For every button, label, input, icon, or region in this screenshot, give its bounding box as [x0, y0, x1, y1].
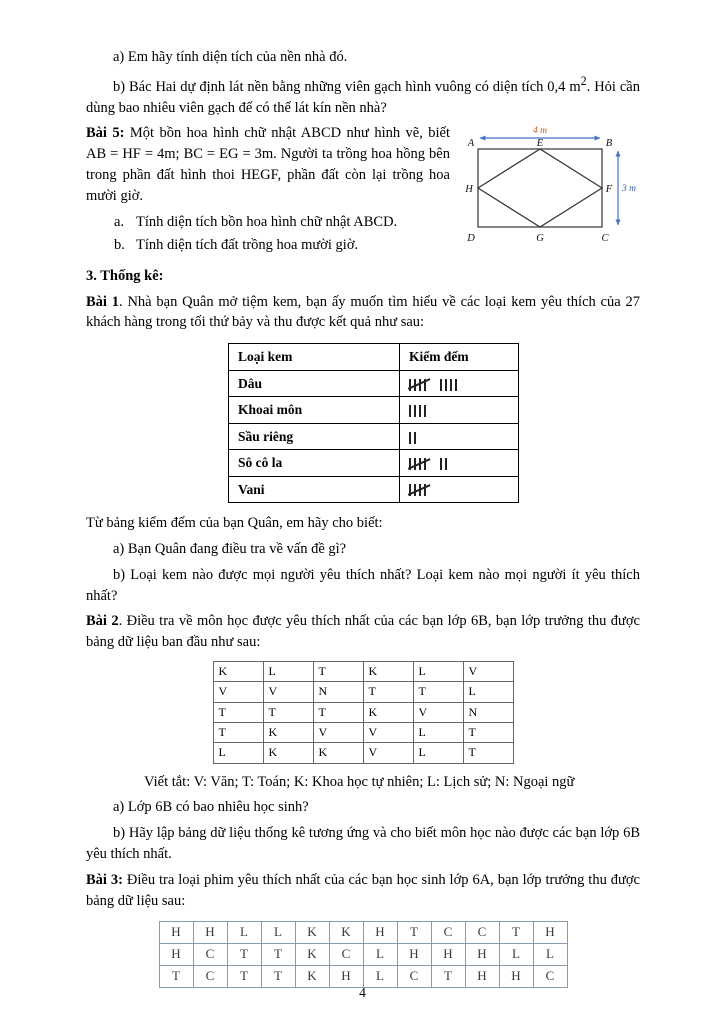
exercise-5 — [86, 123, 640, 255]
data-cell: T — [499, 921, 533, 943]
exercise-2-question-a: a) Lớp 6B có bao nhiêu học sinh? — [113, 799, 309, 816]
data-cell: T — [227, 943, 261, 965]
table-row — [159, 921, 567, 943]
dimension-right-label: 3 m — [622, 184, 636, 195]
data-cell: L — [227, 921, 261, 943]
data-cell: N — [463, 702, 513, 722]
data-cell: K — [213, 662, 263, 682]
exercise-3-statement — [86, 870, 640, 912]
item-b-marker: b. — [114, 236, 125, 253]
data-cell: C — [533, 965, 567, 987]
movie-table-body — [159, 921, 567, 987]
data-cell: C — [329, 943, 363, 965]
data-cell: H — [363, 921, 397, 943]
data-cell: H — [397, 943, 431, 965]
data-cell: L — [413, 723, 463, 743]
data-cell: T — [263, 702, 313, 722]
table-row — [229, 370, 519, 396]
vertex-label-b: B — [605, 138, 613, 150]
flower-bed-figure-svg — [460, 125, 640, 249]
data-cell: T — [313, 702, 363, 722]
data-cell: H — [533, 921, 567, 943]
exercise-1-question-b: b) Loại kem nào được mọi người yêu thích nhất? Loại kem nào mọi người ít yêu thích nhất? — [86, 566, 640, 604]
flavor-cell: Vani — [229, 476, 400, 502]
exercise-2-question-b: b) Hãy lập bảng dữ liệu thống kê tương ứng và cho biết môn học nào được các bạn lớp 6B yêu thích nhất. — [86, 825, 640, 863]
data-cell: H — [465, 965, 499, 987]
vertex-label-c: C — [601, 233, 609, 245]
rectangle-abcd — [478, 149, 602, 227]
data-cell: K — [263, 723, 313, 743]
data-cell: C — [193, 965, 227, 987]
data-cell: K — [313, 743, 363, 763]
table-row — [229, 423, 519, 449]
tally-cell — [400, 476, 519, 502]
data-cell: T — [363, 682, 413, 702]
data-cell: K — [363, 662, 413, 682]
flavor-cell: Dâu — [229, 370, 400, 396]
tally-table-head — [229, 344, 519, 370]
data-cell: V — [213, 682, 263, 702]
section-3-heading: 3. Thống kê: — [86, 267, 164, 284]
data-cell: H — [193, 921, 227, 943]
data-cell: T — [413, 682, 463, 702]
data-cell: L — [263, 662, 313, 682]
data-cell: T — [313, 662, 363, 682]
data-cell: T — [397, 921, 431, 943]
data-cell: L — [533, 943, 567, 965]
exercise-3-label: Bài 3: — [86, 872, 123, 889]
data-cell: T — [213, 723, 263, 743]
data-cell: K — [295, 921, 329, 943]
data-cell: K — [263, 743, 313, 763]
exercise-5-text: Một bồn hoa hình chữ nhật ABCD như hình vẽ, biết AB = HF = 4m; BC = EG = 3m. Người ta trồng hoa hồng bên trong phần đất hình thoi HEGF, phần đất còn lại trồng hoa mười giờ. — [86, 125, 451, 205]
superscript-2: 2 — [580, 73, 587, 88]
table-row — [229, 476, 519, 502]
tally-cell — [400, 370, 519, 396]
tally-cell — [400, 450, 519, 476]
tally-header-flavor: Loại kem — [229, 344, 400, 370]
data-cell: H — [431, 943, 465, 965]
table-row — [213, 702, 513, 722]
table-row — [213, 723, 513, 743]
vertex-label-a: A — [467, 138, 475, 150]
tally-group-of-five — [409, 453, 430, 472]
data-cell: T — [463, 723, 513, 743]
data-cell: K — [295, 965, 329, 987]
page-number: 4 — [359, 984, 366, 1000]
flower-bed-figure — [460, 125, 640, 256]
data-cell: H — [465, 943, 499, 965]
data-cell: V — [463, 662, 513, 682]
exercise-2-label: Bài 2 — [86, 613, 119, 630]
ice-cream-tally-table — [228, 343, 519, 503]
data-cell: T — [261, 943, 295, 965]
table-row — [213, 743, 513, 763]
data-cell: T — [431, 965, 465, 987]
data-cell: H — [329, 965, 363, 987]
data-cell: L — [463, 682, 513, 702]
data-cell: T — [213, 702, 263, 722]
data-cell: V — [363, 723, 413, 743]
data-cell: V — [363, 743, 413, 763]
exercise-1-label: Bài 1 — [86, 293, 120, 310]
data-cell: N — [313, 682, 363, 702]
data-cell: K — [295, 943, 329, 965]
after-tally-text: Từ bảng kiểm đếm của bạn Quân, em hãy cho biết: — [86, 514, 383, 531]
subject-data-table — [213, 661, 514, 763]
data-cell: L — [363, 965, 397, 987]
data-cell: V — [263, 682, 313, 702]
tally-group-of-five — [409, 480, 430, 499]
vertex-label-e: E — [536, 138, 544, 150]
data-cell: V — [413, 702, 463, 722]
data-cell: L — [499, 943, 533, 965]
data-cell: H — [499, 965, 533, 987]
tally-header-count: Kiểm đếm — [400, 344, 519, 370]
data-cell: H — [159, 921, 193, 943]
tally-group-of-five — [409, 374, 430, 393]
exercise-1-question-a: a) Bạn Quân đang điều tra về vấn đề gì? — [113, 540, 347, 557]
movie-data-table — [159, 921, 568, 988]
vertex-label-h: H — [465, 184, 473, 196]
rhombus-hegf — [478, 149, 602, 227]
question-a-floor-area: a) Em hãy tính diện tích của nền nhà đó. — [113, 49, 348, 65]
data-cell: L — [413, 662, 463, 682]
data-cell: L — [261, 921, 295, 943]
table-row — [159, 943, 567, 965]
item-a-text: Tính diện tích bồn hoa hình chữ nhật ABCD. — [136, 213, 398, 230]
item-a-marker: a. — [114, 213, 125, 230]
data-cell: T — [227, 965, 261, 987]
data-cell: T — [261, 965, 295, 987]
data-cell: T — [159, 965, 193, 987]
exercise-2-statement — [86, 611, 640, 653]
data-cell: L — [213, 743, 263, 763]
abbreviation-note: Viết tắt: V: Văn; T: Toán; K: Khoa học tự nhiên; L: Lịch sử; N: Ngoại ngữ — [144, 773, 575, 790]
data-cell: K — [329, 921, 363, 943]
tally-table-body — [229, 370, 519, 502]
data-cell: C — [193, 943, 227, 965]
data-cell: L — [413, 743, 463, 763]
data-cell: C — [431, 921, 465, 943]
flavor-cell: Khoai môn — [229, 397, 400, 423]
vertex-label-d: D — [467, 233, 475, 245]
exercise-3-text: Điều tra loại phim yêu thích nhất của các bạn học sinh lớp 6A, bạn lớp trưởng thu được bảng dữ liệu sau: — [86, 872, 640, 909]
vertex-label-f: F — [605, 184, 613, 196]
data-cell: L — [363, 943, 397, 965]
table-row — [229, 397, 519, 423]
question-b-tiles — [86, 73, 640, 119]
exercise-5-label: Bài 5: — [86, 125, 125, 142]
tally-table-header-row — [229, 344, 519, 370]
data-cell: C — [397, 965, 431, 987]
tally-cell — [400, 423, 519, 449]
dimension-top-label: 4 m — [533, 126, 547, 137]
data-cell: V — [313, 723, 363, 743]
tally-cell — [400, 397, 519, 423]
table-row — [229, 450, 519, 476]
subject-table-body — [213, 662, 513, 763]
data-cell: T — [463, 743, 513, 763]
data-cell: C — [465, 921, 499, 943]
vertex-label-g: G — [536, 233, 544, 245]
table-row — [213, 682, 513, 702]
flavor-cell: Sô cô la — [229, 450, 400, 476]
question-b-text-start: b) Bác Hai dự định lát nền bằng những viên gạch hình vuông có diện tích 0,4 m — [113, 78, 581, 95]
flavor-cell: Sầu riêng — [229, 423, 400, 449]
exercise-1-statement — [86, 292, 640, 334]
exercise-1-text: . Nhà bạn Quân mở tiệm kem, bạn ấy muốn tìm hiểu về các loại kem yêu thích của 27 khách hàng trong tối thứ bảy và thu được kết quả như sau: — [86, 293, 640, 331]
data-cell: K — [363, 702, 413, 722]
exercise-2-text: . Điều tra về môn học được yêu thích nhất của các bạn lớp 6B, bạn lớp trưởng thu được bảng dữ liệu ban đầu như sau: — [86, 613, 640, 651]
item-b-text: Tính diện tích đất trồng hoa mười giờ. — [136, 236, 359, 253]
question-b-text-end: . Hỏi cần dùng bao nhiêu viên gạch để có thể lát kín nền nhà? — [86, 78, 640, 116]
table-row — [213, 662, 513, 682]
data-cell: H — [159, 943, 193, 965]
